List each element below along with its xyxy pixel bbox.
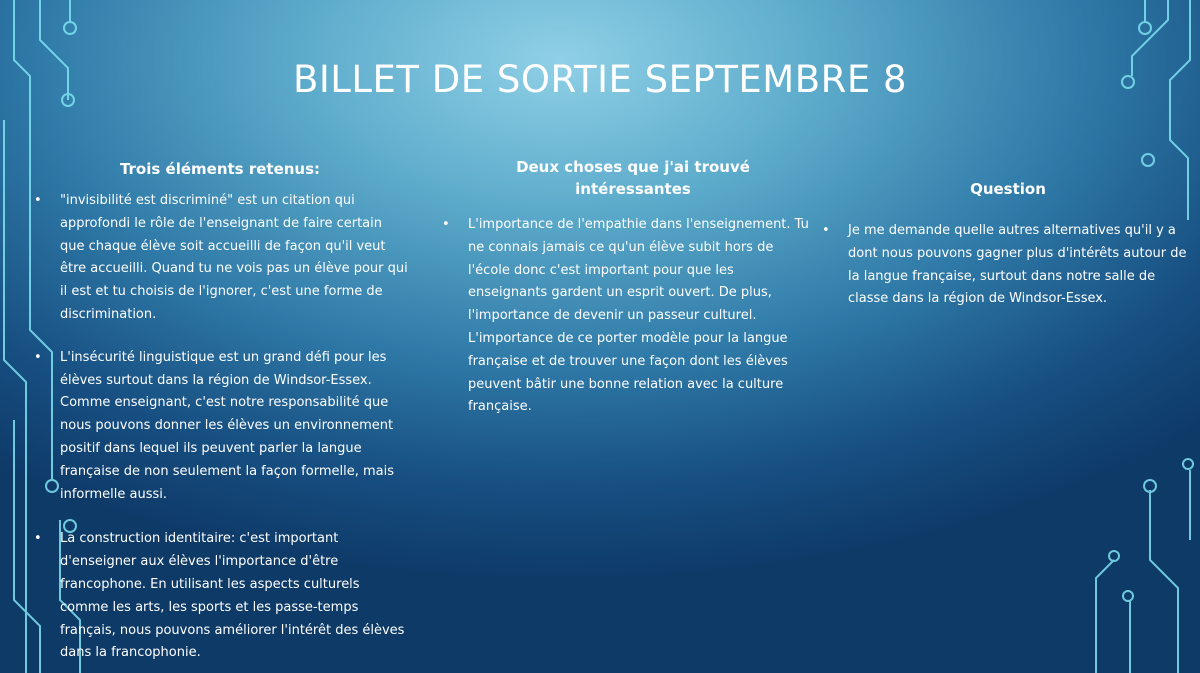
list-item xyxy=(34,347,410,507)
column-heading: Deux choses que j'ai trouvé intéressantes xyxy=(516,158,750,198)
list-item xyxy=(34,190,410,327)
column-heading: Trois éléments retenus: xyxy=(119,160,321,178)
bullet-list xyxy=(822,220,1193,311)
bullet-icon: • xyxy=(34,531,42,547)
list-item-text: "invisibilité est discriminé" est un citation qui approfondi le rôle de l'enseignant de faire certain que chaque élève soit accueilli de façon qu'il veut être accueilli. Quand tu ne vois pas un élève pour qui il est et tu choisis de l'ignorer, c'est une forme de discrimination. xyxy=(60,193,408,322)
list-item-text: L'insécurité linguistique est un grand défi pour les élèves surtout dans la région de Windsor-Essex. Comme enseignant, c'est notre responsabilité que nous pouvons donner les élèves un environnement positif dans lequel ils peuvent parler la langue française de non seulement la façon formelle, mais informelle aussi. xyxy=(60,349,394,502)
list-item xyxy=(34,528,410,665)
column-retenus xyxy=(34,158,410,665)
bullet-icon: • xyxy=(34,349,42,365)
bullet-icon: • xyxy=(442,217,450,232)
list-item-text: Je me demande quelle autres alternatives qu'il y a dont nous pouvons gagner plus d'intérêts autour de la langue française, surtout dans notre salle de classe dans la région de Windsor-Essex. xyxy=(848,223,1187,307)
bullet-list xyxy=(442,214,813,419)
list-item xyxy=(822,220,1193,311)
list-item-text: L'importance de l'empathie dans l'enseignement. Tu ne connais jamais ce qu'un élève subit hors de l'école donc c'est important pour que les enseignants gardent un esprit ouvert. De plus, l'importance de devenir un passeur culturel. L'importance de ce porter modèle pour la langue française et de trouver une façon dont les élèves peuvent bâtir une bonne relation avec la culture française. xyxy=(468,217,809,415)
list-item-text: La construction identitaire: c'est important d'enseigner aux élèves l'importance d'être francophone. En utilisant les aspects culturels comme les arts, les sports et les passe-temps français, nous pouvons améliorer l'intérêt des élèves dans la francophonie. xyxy=(60,531,405,661)
column-heading: Question xyxy=(970,180,1046,198)
bullet-list xyxy=(34,190,410,665)
column-question xyxy=(822,178,1193,311)
bullet-icon: • xyxy=(34,193,42,208)
list-item xyxy=(442,214,813,419)
column-interessantes xyxy=(442,156,813,419)
bullet-icon: • xyxy=(822,223,830,238)
slide-title: BILLET DE SORTIE SEPTEMBRE 8 xyxy=(292,58,908,101)
